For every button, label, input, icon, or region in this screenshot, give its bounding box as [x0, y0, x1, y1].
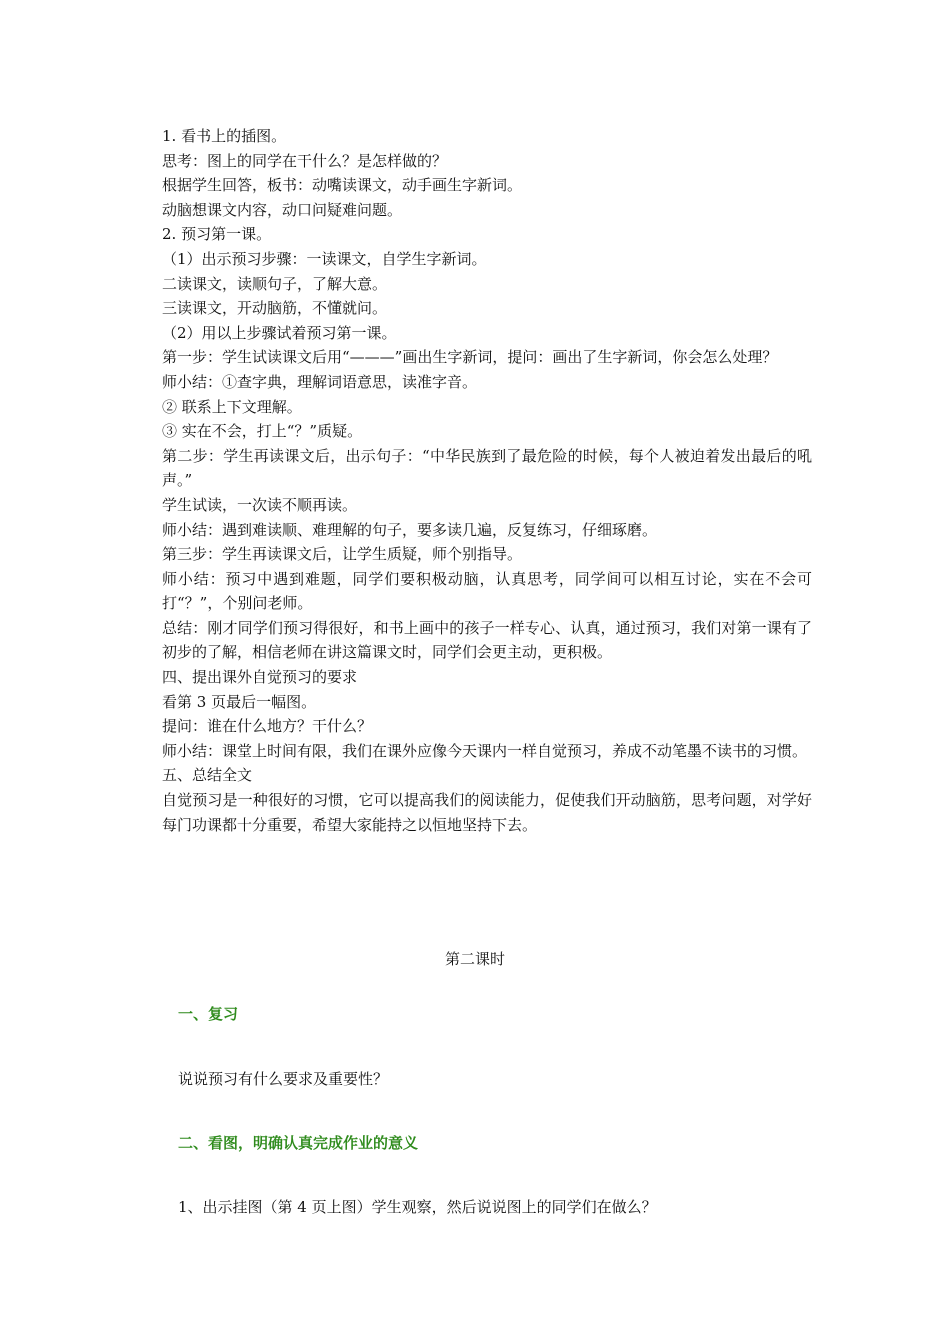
- paragraph: 1. 看书上的插图。: [162, 127, 287, 145]
- paragraph: 2. 预习第一课。: [162, 225, 272, 244]
- paragraph: 师小结：①查字典，理解词语意思，读准字音。: [162, 372, 478, 391]
- paragraph: 三读课文，开动脑筋，不懂就问。: [162, 299, 388, 318]
- paragraph: 学生试读，一次读不顺再读。: [162, 495, 358, 514]
- lesson-title: 第二课时: [444, 950, 505, 968]
- paragraph: （2）用以上步骤试着预习第一课。: [162, 323, 397, 342]
- paragraph: 第三步：学生再读课文后，让学生质疑，师个别指导。: [162, 545, 523, 564]
- paragraph: 第一步：学生试读课文后用“———”画出生字新词，提问：画出了生字新词，你会怎么处理？: [162, 348, 778, 367]
- paragraph: 动脑想课文内容，动口问疑难问题。: [162, 200, 403, 219]
- paragraph: 自觉预习是一种很好的习惯，它可以提高我们的阅读能力，促使我们开动脑筋，思考问题，对学好每门功课都十分重要，希望大家能持之以恒地坚持下去。: [162, 791, 812, 834]
- section-heading-picture: 二、看图，明确认真完成作业的意义: [178, 1134, 419, 1152]
- paragraph: 师小结：遇到难读顺、难理解的句子，要多读几遍，反复练习，仔细琢磨。: [162, 520, 658, 539]
- section-text-review: 说说预习有什么要求及重要性？: [178, 1070, 389, 1088]
- paragraph: 第二步：学生再读课文后，出示句子：“中华民族到了最危险的时候，每个人被迫着发出最后的吼声。”: [162, 446, 812, 490]
- paragraph: 提问：谁在什么地方？干什么？: [162, 717, 373, 736]
- paragraph: ③ 实在不会，打上“？”质疑。: [162, 422, 363, 441]
- paragraph: （1）出示预习步骤：一读课文，自学生字新词。: [162, 249, 487, 268]
- section-heading-review: 一、复习: [178, 1005, 239, 1023]
- paragraph: 总结：刚才同学们预习得很好，和书上画中的孩子一样专心、认真，通过预习，我们对第一课有了初步的了解，相信老师在讲这篇课文时，同学们会更主动，更积极。: [162, 618, 812, 662]
- paragraph: 看第 3 页最后一幅图。: [162, 692, 317, 711]
- paragraph: 师小结：预习中遇到难题，同学们要积极动脑，认真思考，同学间可以相互讨论，实在不会可打“？”，个别问老师。: [162, 569, 812, 613]
- paragraph: ② 联系上下文理解。: [162, 397, 302, 416]
- paragraph: 根据学生回答，板书：动嘴读课文，动手画生字新词。: [162, 176, 523, 195]
- paragraph: 师小结：课堂上时间有限，我们在课外应像今天课内一样自觉预习，养成不动笔墨不读书的习惯。: [162, 741, 808, 760]
- section-text-picture: 1、出示挂图（第 4 页上图）学生观察，然后说说图上的同学们在做么？: [178, 1198, 657, 1216]
- lesson-body: [162, 124, 812, 837]
- paragraph: 二读课文，读顺句子，了解大意。: [162, 274, 388, 293]
- paragraph: 五、总结全文: [162, 766, 253, 785]
- paragraph: 思考：图上的同学在干什么？是怎样做的？: [162, 151, 448, 170]
- paragraph: 四、提出课外自觉预习的要求: [162, 668, 358, 687]
